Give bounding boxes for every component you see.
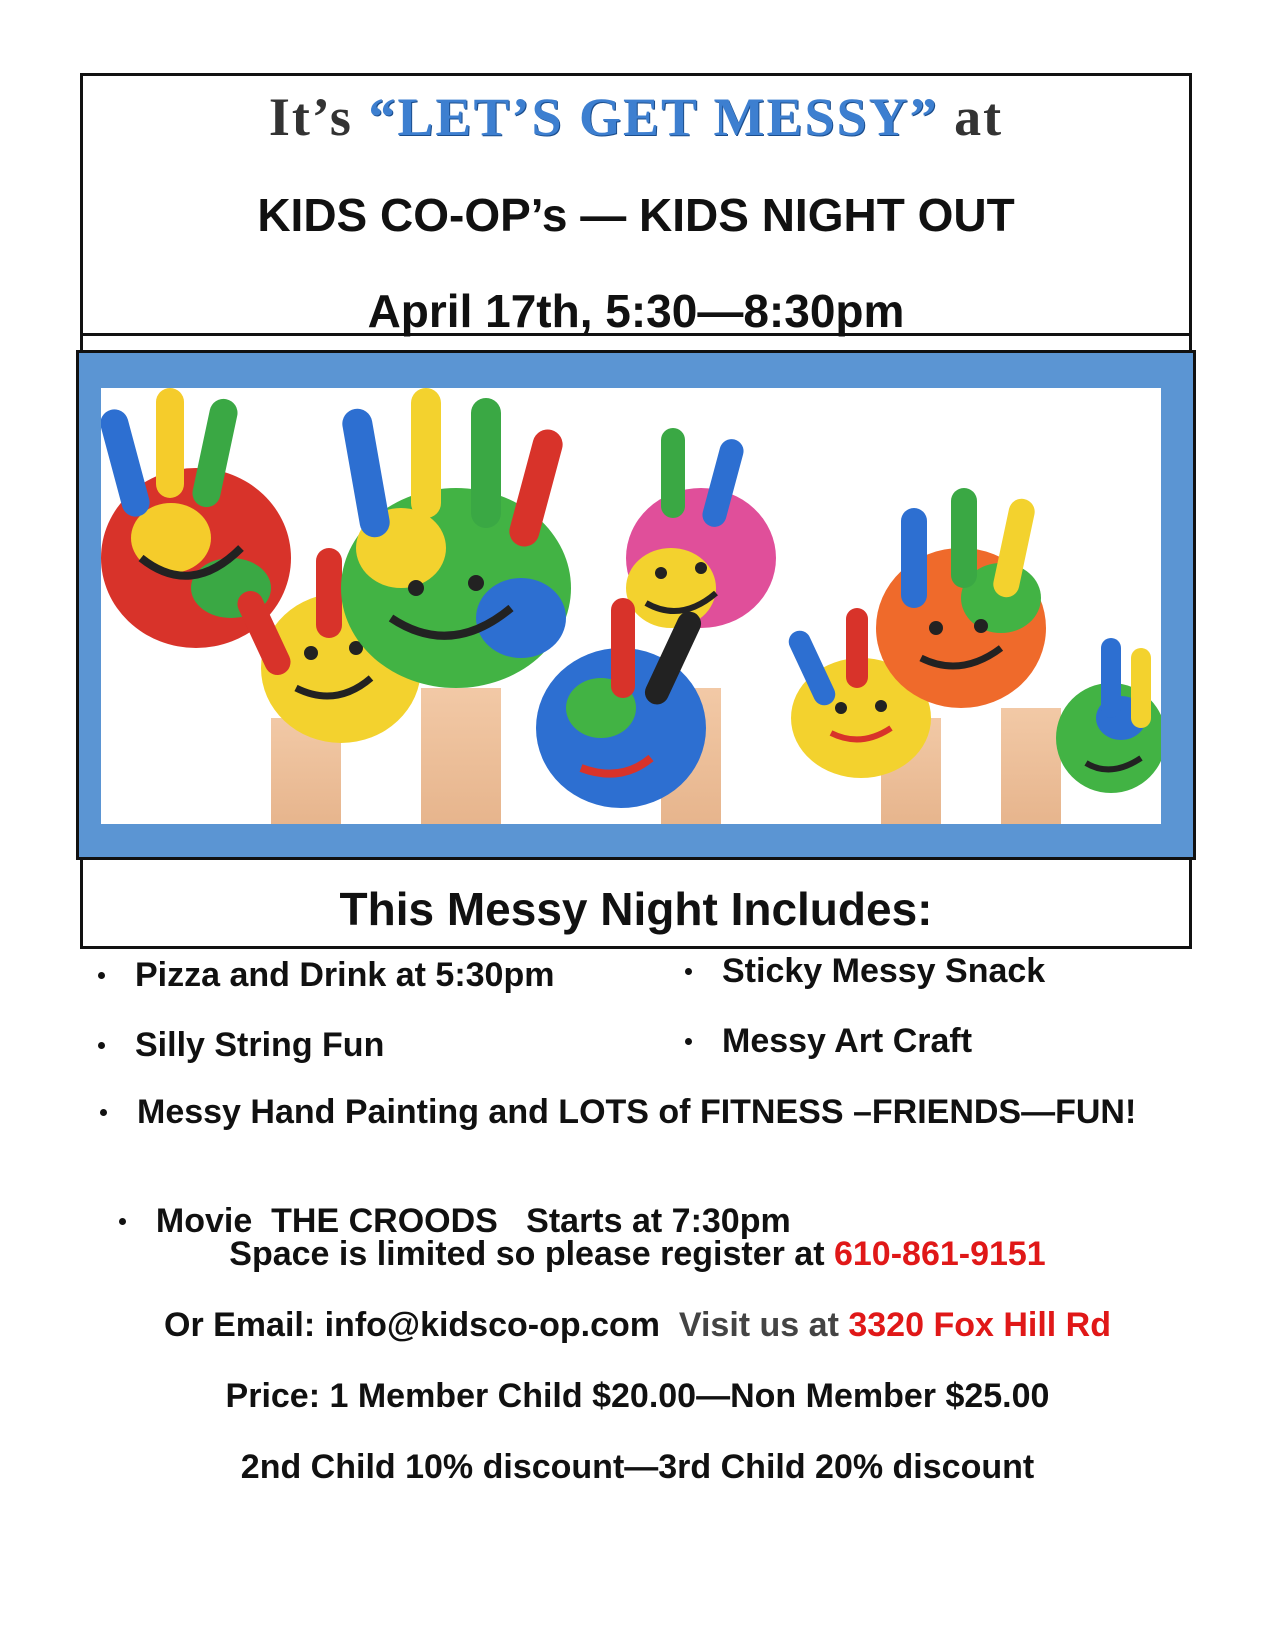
list-item xyxy=(98,956,554,995)
flyer-title xyxy=(80,86,1192,148)
title-prefix: It’s xyxy=(268,87,353,147)
title-highlight: “LET’S GET MESSY” xyxy=(368,87,939,147)
bullet-dot xyxy=(100,1109,107,1116)
list-item xyxy=(100,1093,1136,1132)
email-text: Or Email: info@kidsco-op.com xyxy=(164,1306,660,1344)
hand-8 xyxy=(1056,638,1161,793)
visit-text: Visit us at xyxy=(678,1306,839,1344)
list-item xyxy=(685,1022,972,1061)
list-item xyxy=(685,952,1045,991)
list-item xyxy=(98,1026,384,1065)
price-line-2: 2nd Child 10% discount—3rd Child 20% discount xyxy=(240,1448,1035,1486)
title-suffix: at xyxy=(954,87,1004,147)
event-date-time: April 17th, 5:30—8:30pm xyxy=(367,285,905,337)
image-frame xyxy=(76,350,1196,860)
list-item-text: Messy Hand Painting and LOTS of FITNESS –FRIENDS—FUN! xyxy=(137,1093,1137,1131)
register-line xyxy=(0,1235,1275,1274)
event-name: KIDS CO-OP’s — KIDS NIGHT OUT xyxy=(257,189,1015,241)
hand-3 xyxy=(340,388,571,688)
hand-4 xyxy=(626,428,776,628)
list-item-text: Silly String Fun xyxy=(135,1026,385,1064)
painted-hands-image xyxy=(101,388,1161,824)
email-line xyxy=(0,1306,1275,1345)
list-item-text: Messy Art Craft xyxy=(722,1022,973,1060)
price-line-1: Price: 1 Member Child $20.00—Non Member $25.00 xyxy=(225,1377,1050,1415)
bullet-dot xyxy=(119,1218,126,1225)
includes-heading: This Messy Night Includes: xyxy=(339,883,933,935)
register-text: Space is limited so please register at xyxy=(229,1235,825,1273)
hand-7 xyxy=(876,488,1046,708)
address: 3320 Fox Hill Rd xyxy=(848,1306,1111,1344)
bullet-dot xyxy=(685,1038,692,1045)
list-item-text: Sticky Messy Snack xyxy=(722,952,1046,990)
bullet-dot xyxy=(98,1042,105,1049)
list-item xyxy=(100,1163,791,1241)
phone-number: 610-861-9151 xyxy=(833,1235,1046,1273)
bullet-dot xyxy=(685,968,692,975)
painted-hands-illustration xyxy=(101,388,1161,824)
list-item-text: Pizza and Drink at 5:30pm xyxy=(135,956,555,994)
bullet-dot xyxy=(98,972,105,979)
list-item-text: Movie THE CROODS Starts at 7:30pm xyxy=(155,1202,791,1240)
